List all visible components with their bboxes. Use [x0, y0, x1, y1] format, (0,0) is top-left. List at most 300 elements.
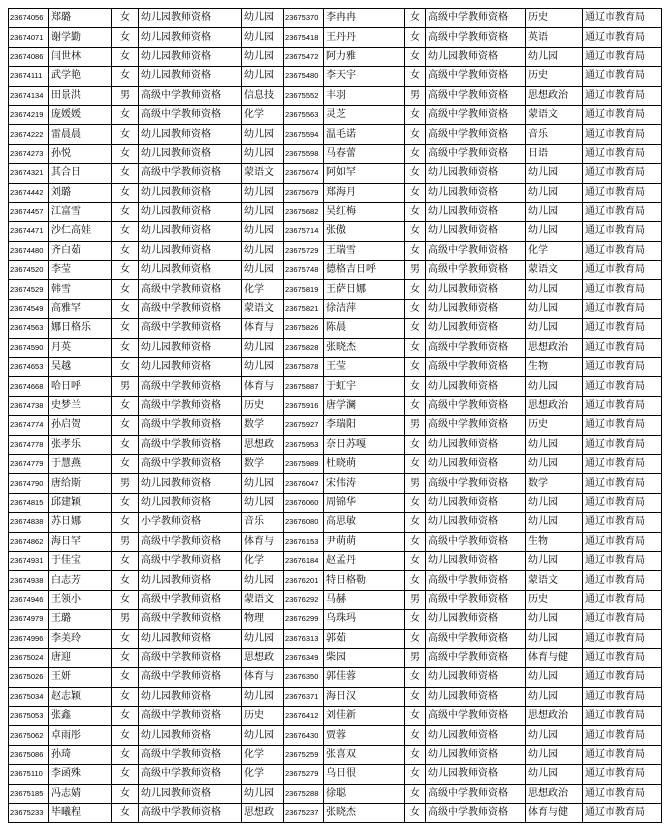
left-candidate-name: 庞媛媛 [49, 105, 112, 124]
left-certificate-type: 高级中学教师资格 [139, 164, 242, 183]
right-candidate-id: 23675748 [284, 261, 324, 280]
right-candidate-id: 23675953 [284, 435, 324, 454]
right-issuing-authority: 通辽市教育局 [583, 590, 662, 609]
right-candidate-name: 马赫 [324, 590, 405, 609]
right-candidate-gender: 女 [405, 532, 426, 551]
left-candidate-name: 王璐 [49, 610, 112, 629]
left-candidate-gender: 男 [112, 610, 139, 629]
right-certificate-type: 高级中学教师资格 [426, 358, 526, 377]
left-candidate-name: 齐白茹 [49, 241, 112, 260]
left-certificate-type: 高级中学教师资格 [139, 610, 242, 629]
right-candidate-id: 23675878 [284, 358, 324, 377]
right-subject: 幼儿园 [526, 202, 583, 221]
right-certificate-type: 幼儿园教师资格 [426, 319, 526, 338]
left-certificate-type: 高级中学教师资格 [139, 396, 242, 415]
left-candidate-id: 23674086 [9, 47, 49, 66]
left-certificate-type: 幼儿园教师资格 [139, 726, 242, 745]
left-candidate-gender: 女 [112, 804, 139, 823]
left-candidate-name: 唐迎 [49, 648, 112, 667]
left-candidate-name: 于佳宝 [49, 551, 112, 570]
right-certificate-type: 高级中学教师资格 [426, 9, 526, 28]
right-candidate-id: 23676047 [284, 474, 324, 493]
right-subject: 蒙语文 [526, 261, 583, 280]
right-certificate-type: 高级中学教师资格 [426, 804, 526, 823]
left-candidate-id: 23674779 [9, 454, 49, 473]
right-subject: 幼儿园 [526, 726, 583, 745]
right-issuing-authority: 通辽市教育局 [583, 551, 662, 570]
right-candidate-name: 马春蕾 [324, 144, 405, 163]
left-certificate-type: 高级中学教师资格 [139, 299, 242, 318]
right-subject: 历史 [526, 416, 583, 435]
left-candidate-id: 23674056 [9, 9, 49, 28]
right-candidate-gender: 男 [405, 261, 426, 280]
right-subject: 幼儿园 [526, 47, 583, 66]
right-candidate-name: 张晓杰 [324, 338, 405, 357]
left-candidate-gender: 女 [112, 648, 139, 667]
left-certificate-type: 幼儿园教师资格 [139, 67, 242, 86]
table-row [9, 493, 662, 512]
right-candidate-name: 赵孟丹 [324, 551, 405, 570]
left-candidate-name: 闫世林 [49, 47, 112, 66]
right-candidate-gender: 女 [405, 513, 426, 532]
left-subject: 幼儿园 [242, 144, 284, 163]
right-candidate-id: 23676201 [284, 571, 324, 590]
right-candidate-gender: 女 [405, 396, 426, 415]
left-certificate-type: 高级中学教师资格 [139, 377, 242, 396]
right-candidate-gender: 女 [405, 338, 426, 357]
left-candidate-gender: 女 [112, 590, 139, 609]
left-candidate-id: 23674590 [9, 338, 49, 357]
left-candidate-id: 23674442 [9, 183, 49, 202]
left-subject: 化学 [242, 765, 284, 784]
table-row [9, 571, 662, 590]
right-candidate-gender: 男 [405, 474, 426, 493]
right-candidate-name: 温毛诺 [324, 125, 405, 144]
table-row [9, 765, 662, 784]
right-issuing-authority: 通辽市教育局 [583, 299, 662, 318]
right-certificate-type: 高级中学教师资格 [426, 416, 526, 435]
right-subject: 幼儿园 [526, 319, 583, 338]
right-issuing-authority: 通辽市教育局 [583, 707, 662, 726]
left-candidate-name: 韩雪 [49, 280, 112, 299]
right-candidate-id: 23675594 [284, 125, 324, 144]
left-candidate-name: 雷晨晨 [49, 125, 112, 144]
table-row [9, 804, 662, 823]
left-subject: 幼儿园 [242, 241, 284, 260]
right-issuing-authority: 通辽市教育局 [583, 67, 662, 86]
table-row [9, 67, 662, 86]
right-issuing-authority: 通辽市教育局 [583, 144, 662, 163]
left-candidate-name: 冯志婧 [49, 784, 112, 803]
left-candidate-gender: 女 [112, 707, 139, 726]
left-candidate-gender: 女 [112, 125, 139, 144]
right-certificate-type: 幼儿园教师资格 [426, 765, 526, 784]
right-candidate-gender: 女 [405, 551, 426, 570]
right-candidate-id: 23676292 [284, 590, 324, 609]
left-candidate-name: 高雅罕 [49, 299, 112, 318]
right-candidate-gender: 女 [405, 28, 426, 47]
left-candidate-gender: 男 [112, 474, 139, 493]
roster-body [9, 9, 662, 823]
right-candidate-gender: 女 [405, 144, 426, 163]
left-subject: 蒙语文 [242, 590, 284, 609]
right-certificate-type: 幼儿园教师资格 [426, 183, 526, 202]
right-candidate-gender: 女 [405, 493, 426, 512]
right-subject: 思想政治 [526, 707, 583, 726]
left-candidate-gender: 女 [112, 454, 139, 473]
right-candidate-name: 阿如罕 [324, 164, 405, 183]
left-candidate-id: 23674996 [9, 629, 49, 648]
table-row [9, 610, 662, 629]
left-candidate-id: 23675233 [9, 804, 49, 823]
left-certificate-type: 幼儿园教师资格 [139, 125, 242, 144]
left-subject: 物理 [242, 610, 284, 629]
left-subject: 数学 [242, 454, 284, 473]
left-certificate-type: 小学教师资格 [139, 513, 242, 532]
table-row [9, 202, 662, 221]
left-candidate-gender: 女 [112, 241, 139, 260]
left-subject: 幼儿园 [242, 474, 284, 493]
right-candidate-name: 特日格勒 [324, 571, 405, 590]
left-certificate-type: 高级中学教师资格 [139, 707, 242, 726]
right-issuing-authority: 通辽市教育局 [583, 125, 662, 144]
left-candidate-gender: 女 [112, 745, 139, 764]
left-candidate-id: 23675026 [9, 668, 49, 687]
left-subject: 幼儿园 [242, 493, 284, 512]
left-subject: 幼儿园 [242, 687, 284, 706]
right-certificate-type: 高级中学教师资格 [426, 86, 526, 105]
right-candidate-gender: 女 [405, 435, 426, 454]
right-candidate-id: 23675552 [284, 86, 324, 105]
left-candidate-id: 23675034 [9, 687, 49, 706]
right-candidate-gender: 女 [405, 377, 426, 396]
left-certificate-type: 高级中学教师资格 [139, 416, 242, 435]
right-candidate-id: 23675826 [284, 319, 324, 338]
table-row [9, 784, 662, 803]
left-certificate-type: 幼儿园教师资格 [139, 144, 242, 163]
right-issuing-authority: 通辽市教育局 [583, 222, 662, 241]
left-candidate-id: 23675110 [9, 765, 49, 784]
right-candidate-gender: 女 [405, 319, 426, 338]
table-row [9, 668, 662, 687]
left-candidate-id: 23674549 [9, 299, 49, 318]
right-candidate-gender: 男 [405, 416, 426, 435]
right-issuing-authority: 通辽市教育局 [583, 261, 662, 280]
left-subject: 思想政 [242, 648, 284, 667]
right-issuing-authority: 通辽市教育局 [583, 571, 662, 590]
right-certificate-type: 高级中学教师资格 [426, 144, 526, 163]
right-issuing-authority: 通辽市教育局 [583, 319, 662, 338]
right-candidate-name: 陈晨 [324, 319, 405, 338]
left-candidate-id: 23674815 [9, 493, 49, 512]
left-candidate-name: 武学艳 [49, 67, 112, 86]
right-candidate-name: 周锦华 [324, 493, 405, 512]
right-certificate-type: 幼儿园教师资格 [426, 610, 526, 629]
left-subject: 幼儿园 [242, 28, 284, 47]
left-candidate-id: 23674790 [9, 474, 49, 493]
left-subject: 幼儿园 [242, 202, 284, 221]
table-row [9, 551, 662, 570]
left-certificate-type: 幼儿园教师资格 [139, 28, 242, 47]
left-candidate-id: 23674862 [9, 532, 49, 551]
left-certificate-type: 高级中学教师资格 [139, 532, 242, 551]
right-candidate-name: 宋伟涛 [324, 474, 405, 493]
right-issuing-authority: 通辽市教育局 [583, 745, 662, 764]
left-certificate-type: 高级中学教师资格 [139, 590, 242, 609]
left-candidate-gender: 女 [112, 164, 139, 183]
right-candidate-name: 灵芝 [324, 105, 405, 124]
right-candidate-name: 唐学澜 [324, 396, 405, 415]
left-candidate-gender: 女 [112, 416, 139, 435]
left-candidate-id: 23674529 [9, 280, 49, 299]
table-row [9, 319, 662, 338]
left-candidate-gender: 女 [112, 687, 139, 706]
left-candidate-id: 23674653 [9, 358, 49, 377]
right-certificate-type: 幼儿园教师资格 [426, 513, 526, 532]
left-candidate-gender: 女 [112, 358, 139, 377]
right-candidate-gender: 女 [405, 125, 426, 144]
left-certificate-type: 高级中学教师资格 [139, 105, 242, 124]
right-issuing-authority: 通辽市教育局 [583, 493, 662, 512]
left-certificate-type: 高级中学教师资格 [139, 745, 242, 764]
right-candidate-name: 刘佳新 [324, 707, 405, 726]
right-certificate-type: 高级中学教师资格 [426, 125, 526, 144]
left-candidate-name: 其合日 [49, 164, 112, 183]
right-subject: 体育与健 [526, 804, 583, 823]
right-candidate-gender: 女 [405, 358, 426, 377]
right-subject: 幼儿园 [526, 299, 583, 318]
certificate-roster [8, 8, 662, 823]
right-issuing-authority: 通辽市教育局 [583, 610, 662, 629]
left-subject: 幼儿园 [242, 261, 284, 280]
right-subject: 化学 [526, 241, 583, 260]
table-row [9, 280, 662, 299]
right-candidate-gender: 女 [405, 707, 426, 726]
right-candidate-name: 李天宇 [324, 67, 405, 86]
left-subject: 化学 [242, 280, 284, 299]
right-issuing-authority: 通辽市教育局 [583, 454, 662, 473]
right-issuing-authority: 通辽市教育局 [583, 377, 662, 396]
left-candidate-gender: 女 [112, 183, 139, 202]
right-certificate-type: 高级中学教师资格 [426, 707, 526, 726]
left-candidate-gender: 男 [112, 532, 139, 551]
right-issuing-authority: 通辽市教育局 [583, 9, 662, 28]
right-candidate-id: 23675729 [284, 241, 324, 260]
right-candidate-gender: 女 [405, 280, 426, 299]
right-subject: 蒙语文 [526, 571, 583, 590]
right-subject: 幼儿园 [526, 493, 583, 512]
right-candidate-id: 23675288 [284, 784, 324, 803]
right-candidate-gender: 女 [405, 610, 426, 629]
table-row [9, 454, 662, 473]
right-candidate-id: 23676313 [284, 629, 324, 648]
right-candidate-gender: 女 [405, 668, 426, 687]
left-candidate-id: 23675185 [9, 784, 49, 803]
right-certificate-type: 幼儿园教师资格 [426, 551, 526, 570]
left-candidate-id: 23674563 [9, 319, 49, 338]
right-candidate-id: 23675714 [284, 222, 324, 241]
right-subject: 体育与健 [526, 648, 583, 667]
right-issuing-authority: 通辽市教育局 [583, 765, 662, 784]
right-certificate-type: 高级中学教师资格 [426, 105, 526, 124]
right-candidate-gender: 女 [405, 9, 426, 28]
right-candidate-gender: 女 [405, 164, 426, 183]
right-issuing-authority: 通辽市教育局 [583, 648, 662, 667]
right-candidate-name: 张晓杰 [324, 804, 405, 823]
right-candidate-name: 郑海月 [324, 183, 405, 202]
left-subject: 数学 [242, 416, 284, 435]
left-subject: 幼儿园 [242, 9, 284, 28]
right-issuing-authority: 通辽市教育局 [583, 687, 662, 706]
table-row [9, 532, 662, 551]
left-candidate-id: 23674520 [9, 261, 49, 280]
right-issuing-authority: 通辽市教育局 [583, 726, 662, 745]
left-subject: 历史 [242, 707, 284, 726]
right-candidate-name: 郭佳蓉 [324, 668, 405, 687]
left-candidate-gender: 女 [112, 222, 139, 241]
left-certificate-type: 高级中学教师资格 [139, 765, 242, 784]
table-row [9, 396, 662, 415]
right-subject: 幼儿园 [526, 610, 583, 629]
left-candidate-name: 卓雨彤 [49, 726, 112, 745]
right-candidate-gender: 女 [405, 745, 426, 764]
left-candidate-id: 23674321 [9, 164, 49, 183]
left-candidate-name: 王领小 [49, 590, 112, 609]
right-certificate-type: 高级中学教师资格 [426, 629, 526, 648]
right-certificate-type: 幼儿园教师资格 [426, 493, 526, 512]
left-candidate-gender: 女 [112, 202, 139, 221]
table-row [9, 590, 662, 609]
left-subject: 思想政 [242, 435, 284, 454]
left-candidate-gender: 女 [112, 47, 139, 66]
right-subject: 数学 [526, 474, 583, 493]
left-candidate-gender: 男 [112, 86, 139, 105]
right-candidate-gender: 女 [405, 784, 426, 803]
left-candidate-name: 娜日格乐 [49, 319, 112, 338]
left-subject: 蒙语文 [242, 164, 284, 183]
right-candidate-name: 贾蓉 [324, 726, 405, 745]
left-candidate-name: 史梦兰 [49, 396, 112, 415]
right-certificate-type: 高级中学教师资格 [426, 261, 526, 280]
left-candidate-gender: 女 [112, 319, 139, 338]
left-candidate-id: 23674471 [9, 222, 49, 241]
right-candidate-id: 23676184 [284, 551, 324, 570]
right-certificate-type: 高级中学教师资格 [426, 67, 526, 86]
right-candidate-name: 徐洁萍 [324, 299, 405, 318]
left-certificate-type: 幼儿园教师资格 [139, 629, 242, 648]
right-candidate-id: 23675279 [284, 765, 324, 784]
right-candidate-name: 王丹丹 [324, 28, 405, 47]
right-certificate-type: 幼儿园教师资格 [426, 435, 526, 454]
left-candidate-gender: 女 [112, 513, 139, 532]
right-subject: 幼儿园 [526, 164, 583, 183]
left-candidate-id: 23675062 [9, 726, 49, 745]
left-subject: 音乐 [242, 513, 284, 532]
left-candidate-name: 田景洪 [49, 86, 112, 105]
left-subject: 体育与 [242, 319, 284, 338]
right-subject: 幼儿园 [526, 183, 583, 202]
right-candidate-gender: 女 [405, 765, 426, 784]
right-candidate-id: 23676349 [284, 648, 324, 667]
right-certificate-type: 幼儿园教师资格 [426, 377, 526, 396]
left-certificate-type: 幼儿园教师资格 [139, 202, 242, 221]
left-candidate-gender: 男 [112, 377, 139, 396]
right-subject: 思想政治 [526, 338, 583, 357]
right-candidate-name: 杜晓萌 [324, 454, 405, 473]
left-candidate-name: 邱建颖 [49, 493, 112, 512]
table-row [9, 222, 662, 241]
left-candidate-gender: 女 [112, 280, 139, 299]
left-certificate-type: 高级中学教师资格 [139, 454, 242, 473]
left-certificate-type: 幼儿园教师资格 [139, 338, 242, 357]
left-candidate-gender: 女 [112, 9, 139, 28]
right-candidate-id: 23675259 [284, 745, 324, 764]
left-subject: 幼儿园 [242, 784, 284, 803]
left-candidate-gender: 女 [112, 668, 139, 687]
right-subject: 幼儿园 [526, 687, 583, 706]
right-candidate-name: 丰羽 [324, 86, 405, 105]
right-candidate-name: 徐聪 [324, 784, 405, 803]
left-candidate-id: 23675053 [9, 707, 49, 726]
right-candidate-gender: 女 [405, 687, 426, 706]
left-candidate-gender: 女 [112, 28, 139, 47]
left-candidate-name: 白志芳 [49, 571, 112, 590]
right-candidate-gender: 女 [405, 105, 426, 124]
table-row [9, 338, 662, 357]
right-candidate-gender: 女 [405, 47, 426, 66]
table-row [9, 47, 662, 66]
right-candidate-name: 乌珠玛 [324, 610, 405, 629]
right-candidate-gender: 女 [405, 222, 426, 241]
right-candidate-id: 23676060 [284, 493, 324, 512]
right-candidate-id: 23675679 [284, 183, 324, 202]
right-candidate-id: 23676350 [284, 668, 324, 687]
left-certificate-type: 高级中学教师资格 [139, 280, 242, 299]
right-subject: 幼儿园 [526, 222, 583, 241]
left-candidate-id: 23675086 [9, 745, 49, 764]
right-issuing-authority: 通辽市教育局 [583, 105, 662, 124]
left-candidate-id: 23674111 [9, 67, 49, 86]
left-certificate-type: 高级中学教师资格 [139, 86, 242, 105]
right-candidate-id: 23675370 [284, 9, 324, 28]
right-candidate-id: 23676430 [284, 726, 324, 745]
right-subject: 英语 [526, 28, 583, 47]
right-candidate-gender: 女 [405, 67, 426, 86]
left-candidate-name: 于慧燕 [49, 454, 112, 473]
left-candidate-id: 23674938 [9, 571, 49, 590]
left-subject: 化学 [242, 745, 284, 764]
table-row [9, 629, 662, 648]
left-certificate-type: 幼儿园教师资格 [139, 261, 242, 280]
left-candidate-gender: 女 [112, 144, 139, 163]
left-subject: 幼儿园 [242, 125, 284, 144]
left-certificate-type: 幼儿园教师资格 [139, 358, 242, 377]
table-row [9, 707, 662, 726]
left-subject: 信息技 [242, 86, 284, 105]
left-candidate-name: 郑璐 [49, 9, 112, 28]
table-row [9, 164, 662, 183]
roster-table [8, 8, 662, 823]
right-candidate-gender: 男 [405, 648, 426, 667]
left-candidate-name: 谢学勤 [49, 28, 112, 47]
left-candidate-name: 沙仁高娃 [49, 222, 112, 241]
right-issuing-authority: 通辽市教育局 [583, 28, 662, 47]
right-issuing-authority: 通辽市教育局 [583, 668, 662, 687]
right-candidate-gender: 女 [405, 726, 426, 745]
left-subject: 幼儿园 [242, 571, 284, 590]
left-subject: 幼儿园 [242, 338, 284, 357]
left-candidate-gender: 女 [112, 726, 139, 745]
